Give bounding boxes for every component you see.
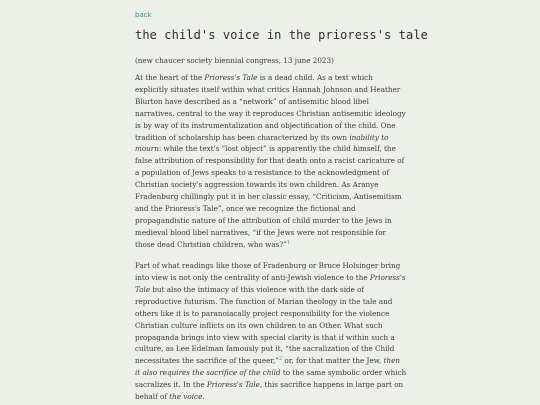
paragraph-2-text-1: Part of what readings like those of Fradenburg or Bruce Holsinger bring into view is not only the centrality of anti-Jewish violence to the (135, 261, 401, 282)
paragraph-2-text-6: . (202, 392, 205, 402)
paragraph-2-italic-4: the voice (169, 392, 203, 402)
paragraph-1 (135, 72, 407, 251)
paragraph-1-italic-2: inability to mourn (135, 132, 389, 154)
footnote-ref-1[interactable]: 1 (286, 239, 291, 246)
paragraph-2-text-5: , this sacrifice happens in large part on behalf of (135, 380, 404, 402)
paragraph-2-text-3: or, for that matter the Jew, (282, 356, 384, 366)
paragraph-2 (135, 260, 407, 403)
paragraph-2-text-4: to the same symbolic order which sacralizes it. In the (135, 368, 407, 390)
back-link[interactable]: back (135, 11, 152, 19)
paragraph-1-text-3: : while the text's “lost object” is apparently the child himself, the false attribution of responsibility for that death onto a racist caricature of a population of Jews speaks to a resistance to the acknowledgment of Christian society's aggression towards its own children. As Aranye Fradenburg chillingly put it in her classic essay, “Criticism, Antisemitism and the Prioress's Tale”, once we recognize the fictional and propagandistic nature of the attribution of child murder to the Jews in medieval blood libel narratives, “if the Jews were not responsible for those dead Christian children, who was?” (135, 144, 405, 249)
page-subtitle: (new chaucer society biennial congress, 13 june 2023) (135, 56, 334, 65)
paragraph-2-italic-1: Prioress's Tale (135, 273, 406, 294)
paragraph-2-italic-2: then it also requires the sacrifice of the child (135, 356, 400, 378)
paragraph-2-text-2: but also the intimacy of this violence with the dark side of reproductive futurism. The function of Marian theology in the tale and others like it is to paranoiacally project responsibility for the violence Christian culture inflicts on its own children to an Other. What such propaganda brings into view with special clarity is that if within such a culture, as Lee Edelman famously put it, “the sacralization of the Child necessitates the sacrifice of the queer,” (135, 284, 395, 366)
paragraph-2-italic-3: Prioress's Tale (206, 380, 260, 390)
page-title: the child's voice in the prioress's tale (135, 28, 428, 42)
article-body (135, 72, 407, 405)
paragraph-1-text-1: At the heart of the (135, 73, 205, 82)
paragraph-1-text-2: is a dead child. As a text which explicitly situates itself within what critics Hannah Johnson and Heather Blurton have described as a “network” of antisemitic blood libel narratives, central to the way it reproduces Christian antisemitic ideology is by way of its instrumentalization and objectification of the child. One tradition of scholarship has been characterized by its own (135, 73, 406, 142)
footnote-ref-2[interactable]: 2 (278, 355, 283, 362)
paragraph-1-italic-1: Prioress's Tale (204, 73, 258, 82)
